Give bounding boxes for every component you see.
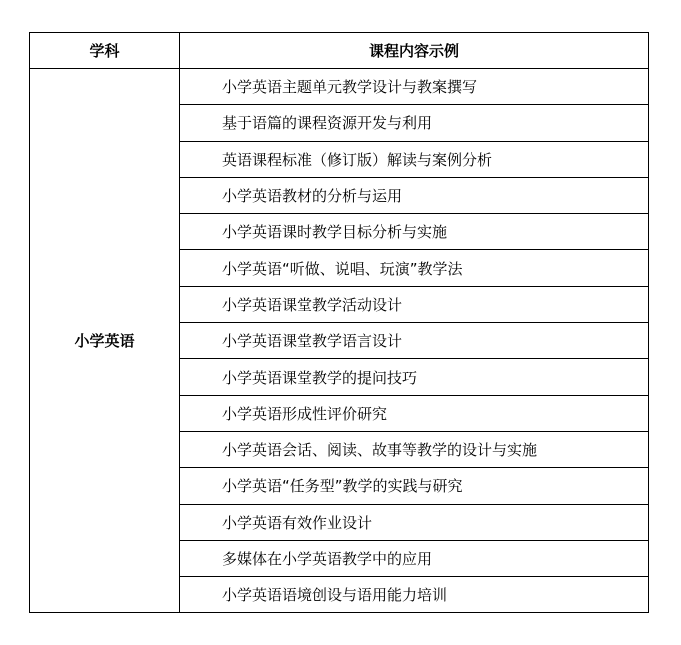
header-row: [30, 33, 649, 69]
course-cell: 小学英语“听做、说唱、玩演”教学法: [180, 250, 649, 286]
course-cell: 小学英语形成性评价研究: [180, 395, 649, 431]
course-cell: 小学英语教材的分析与运用: [180, 177, 649, 213]
subject-cell: 小学英语: [30, 69, 180, 613]
course-cell: 小学英语课堂教学活动设计: [180, 286, 649, 322]
course-cell: 小学英语会话、阅读、故事等教学的设计与实施: [180, 431, 649, 467]
course-table: [29, 32, 649, 613]
course-cell: 英语课程标准（修订版）解读与案例分析: [180, 141, 649, 177]
course-cell: 小学英语“任务型”教学的实践与研究: [180, 468, 649, 504]
header-subject: 学科: [30, 33, 180, 69]
course-cell: 小学英语有效作业设计: [180, 504, 649, 540]
course-cell: 小学英语主题单元教学设计与教案撰写: [180, 69, 649, 105]
course-cell: 小学英语课时教学目标分析与实施: [180, 214, 649, 250]
course-cell: 小学英语课堂教学的提问技巧: [180, 359, 649, 395]
table-row: [30, 69, 649, 105]
course-cell: 基于语篇的课程资源开发与利用: [180, 105, 649, 141]
course-cell: 多媒体在小学英语教学中的应用: [180, 540, 649, 576]
course-cell: 小学英语课堂教学语言设计: [180, 323, 649, 359]
header-course-examples: 课程内容示例: [180, 33, 649, 69]
course-cell: 小学英语语境创设与语用能力培训: [180, 577, 649, 613]
